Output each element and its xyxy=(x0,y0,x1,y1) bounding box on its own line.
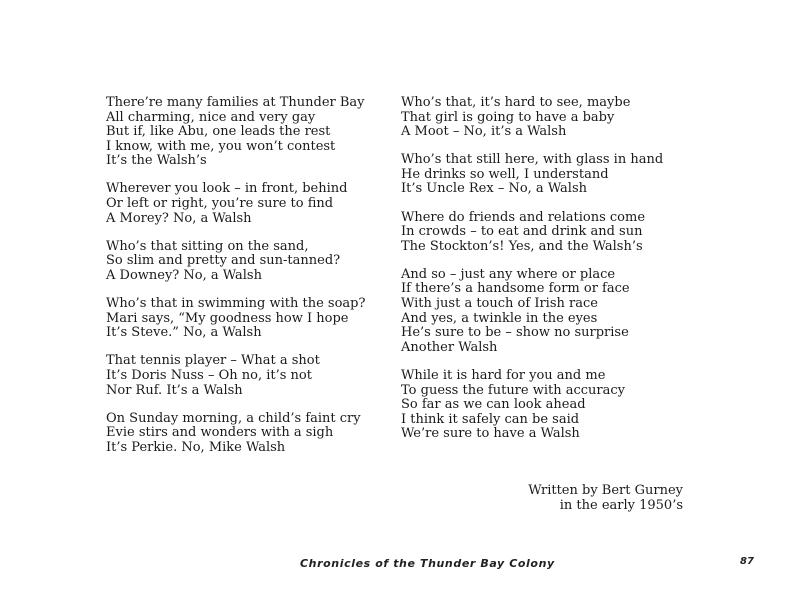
poem-line: It’s Uncle Rex – No, a Walsh xyxy=(401,181,587,197)
poem-right-column xyxy=(401,96,691,455)
poem-line: It’s the Walsh’s xyxy=(106,153,207,169)
attribution-line: Written by Bert Gurney xyxy=(528,483,683,498)
poem-line: But if, like Abu, one leads the rest xyxy=(106,124,331,140)
poem-line: There’re many families at Thunder Bay xyxy=(106,95,365,110)
poem-line: Another Walsh xyxy=(401,339,498,355)
poem-line: He drinks so well, I understand xyxy=(401,166,609,182)
footer-book-title: Chronicles of the Thunder Bay Colony xyxy=(300,557,555,570)
poem-line: And yes, a twinkle in the eyes xyxy=(401,310,598,326)
stanza xyxy=(401,211,691,255)
poem-line: Who’s that, it’s hard to see, maybe xyxy=(401,95,631,110)
poem-line: To guess the future with accuracy xyxy=(401,382,626,398)
page-number: 87 xyxy=(740,556,754,567)
poem-line: It’s Steve.” No, a Walsh xyxy=(106,325,262,341)
stanza xyxy=(106,182,396,226)
poem-line: All charming, nice and very gay xyxy=(106,109,316,125)
poem-line: Evie stirs and wonders with a sigh xyxy=(106,425,334,441)
poem-line: If there’s a handsome form or face xyxy=(401,281,630,297)
poem-line: A Morey? No, a Walsh xyxy=(106,210,252,226)
poem-line: That tennis player – What a shot xyxy=(106,353,320,369)
poem-line: Nor Ruf. It’s a Walsh xyxy=(106,382,243,398)
poem-line: Mari says, “My goodness how I hope xyxy=(106,310,349,326)
poem-line: So far as we can look ahead xyxy=(401,397,586,413)
stanza xyxy=(106,240,396,284)
poem-line: A Downey? No, a Walsh xyxy=(106,267,262,283)
poem-line: It’s Perkie. No, Mike Walsh xyxy=(106,439,286,455)
stanza xyxy=(106,412,396,456)
stanza xyxy=(401,96,691,140)
poem-line: I know, with me, you won’t contest xyxy=(106,138,336,154)
poem-line: It’s Doris Nuss – Oh no, it’s not xyxy=(106,367,312,383)
poem-line: Who’s that still here, with glass in hand xyxy=(401,152,664,168)
stanza xyxy=(106,96,396,169)
poem-line: That girl is going to have a baby xyxy=(401,109,615,125)
poem-line: I think it safely can be said xyxy=(401,411,580,427)
stanza xyxy=(401,153,691,197)
poem-left-column xyxy=(106,96,396,469)
poem-line: Who’s that in swimming with the soap? xyxy=(106,296,366,312)
poem-line: So slim and pretty and sun-tanned? xyxy=(106,253,341,269)
stanza xyxy=(401,268,691,356)
poem-line: Where do friends and relations come xyxy=(401,209,646,225)
poem-line: On Sunday morning, a child’s faint cry xyxy=(106,410,361,426)
poem-line: Wherever you look – in front, behind xyxy=(106,181,348,197)
attribution xyxy=(528,483,683,513)
poem-line: While it is hard for you and me xyxy=(401,367,606,383)
poem-line: Or left or right, you’re sure to find xyxy=(106,196,334,212)
poem-line: With just a touch of Irish race xyxy=(401,296,598,312)
stanza xyxy=(401,369,691,442)
attribution-line: in the early 1950’s xyxy=(559,498,683,513)
poem-line: And so – just any where or place xyxy=(401,266,616,282)
poem-line: In crowds – to eat and drink and sun xyxy=(401,224,643,240)
stanza xyxy=(106,297,396,341)
poem-line: Who’s that sitting on the sand, xyxy=(106,238,309,254)
poem-line: The Stockton’s! Yes, and the Walsh’s xyxy=(401,238,643,254)
poem-line: A Moot – No, it’s a Walsh xyxy=(401,124,567,140)
poem-line: He’s sure to be – show no surprise xyxy=(401,325,629,341)
stanza xyxy=(106,354,396,398)
poem-line: We’re sure to have a Walsh xyxy=(401,426,580,442)
